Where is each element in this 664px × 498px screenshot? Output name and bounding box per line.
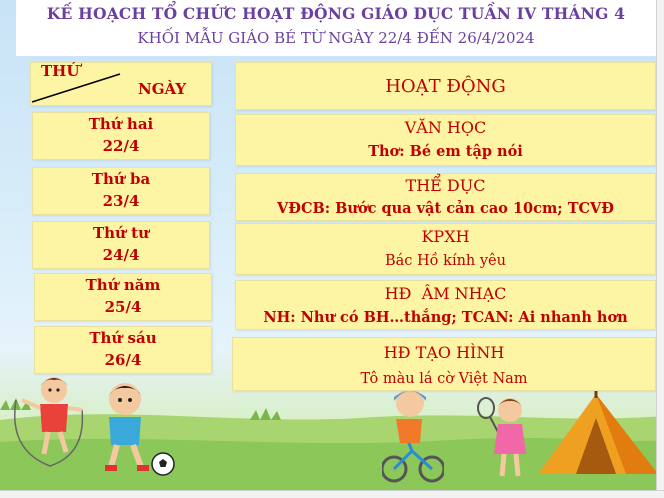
day-date: 25/4 — [104, 298, 142, 316]
activity-title: HĐ ÂM NHẠC — [384, 284, 507, 303]
day-name: Thứ hai — [88, 115, 154, 133]
window-edge-right — [656, 0, 664, 498]
day-date: 26/4 — [104, 351, 142, 369]
day-date: 23/4 — [102, 192, 140, 210]
soccer-ball — [150, 451, 176, 477]
girl-with-racket — [474, 392, 534, 482]
day-cell-5 — [34, 326, 212, 374]
day-name: Thứ ba — [91, 170, 151, 188]
window-edge-bottom — [0, 490, 664, 498]
activity-detail: Thơ: Bé em tập nói — [368, 143, 523, 160]
title-band — [16, 0, 656, 56]
activity-cell-1 — [235, 114, 656, 166]
header-ngay-label: NGÀY — [138, 80, 187, 98]
day-date: 22/4 — [102, 137, 140, 155]
page-title: KẾ HOẠCH TỔ CHỨC HOẠT ĐỘNG GIÁO DỤC TUẦN IV THÁNG 4 — [46, 4, 626, 23]
day-name: Thứ sáu — [89, 329, 157, 347]
activity-cell-5 — [232, 337, 656, 391]
header-activity-label: HOẠT ĐỘNG — [385, 76, 506, 97]
day-cell-2 — [32, 167, 210, 215]
day-date: 24/4 — [102, 246, 140, 264]
activity-title: VĂN HỌC — [404, 118, 487, 137]
child-jumping-rope — [10, 370, 90, 470]
child-on-bicycle — [382, 385, 444, 485]
header-thu-label: THỨ — [41, 62, 80, 80]
activity-detail: Tô màu lá cờ Việt Nam — [360, 371, 528, 387]
day-cell-3 — [32, 221, 210, 269]
activity-title: HĐ TẠO HÌNH — [383, 343, 505, 362]
activity-detail: Bác Hồ kính yêu — [385, 253, 506, 269]
page-subtitle: KHỐI MẪU GIÁO BÉ TỪ NGÀY 22/4 ĐẾN 26/4/2024 — [137, 29, 535, 47]
activity-detail: VĐCB: Bước qua vật cản cao 10cm; TCVĐ — [277, 200, 614, 217]
activity-detail: NH: Như có BH…thắng; TCAN: Ai nhanh hơn — [263, 309, 628, 326]
header-activity-cell — [235, 62, 656, 110]
activity-cell-3 — [235, 223, 656, 275]
day-cell-4 — [34, 273, 212, 321]
day-name: Thứ tư — [92, 224, 150, 242]
activity-title: THỂ DỤC — [405, 176, 486, 195]
activity-title: KPXH — [421, 227, 470, 246]
day-name: Thứ năm — [85, 276, 161, 294]
day-cell-1 — [32, 112, 210, 160]
activity-cell-2 — [235, 173, 656, 221]
camping-tent — [530, 388, 664, 478]
activity-cell-4 — [235, 280, 656, 330]
